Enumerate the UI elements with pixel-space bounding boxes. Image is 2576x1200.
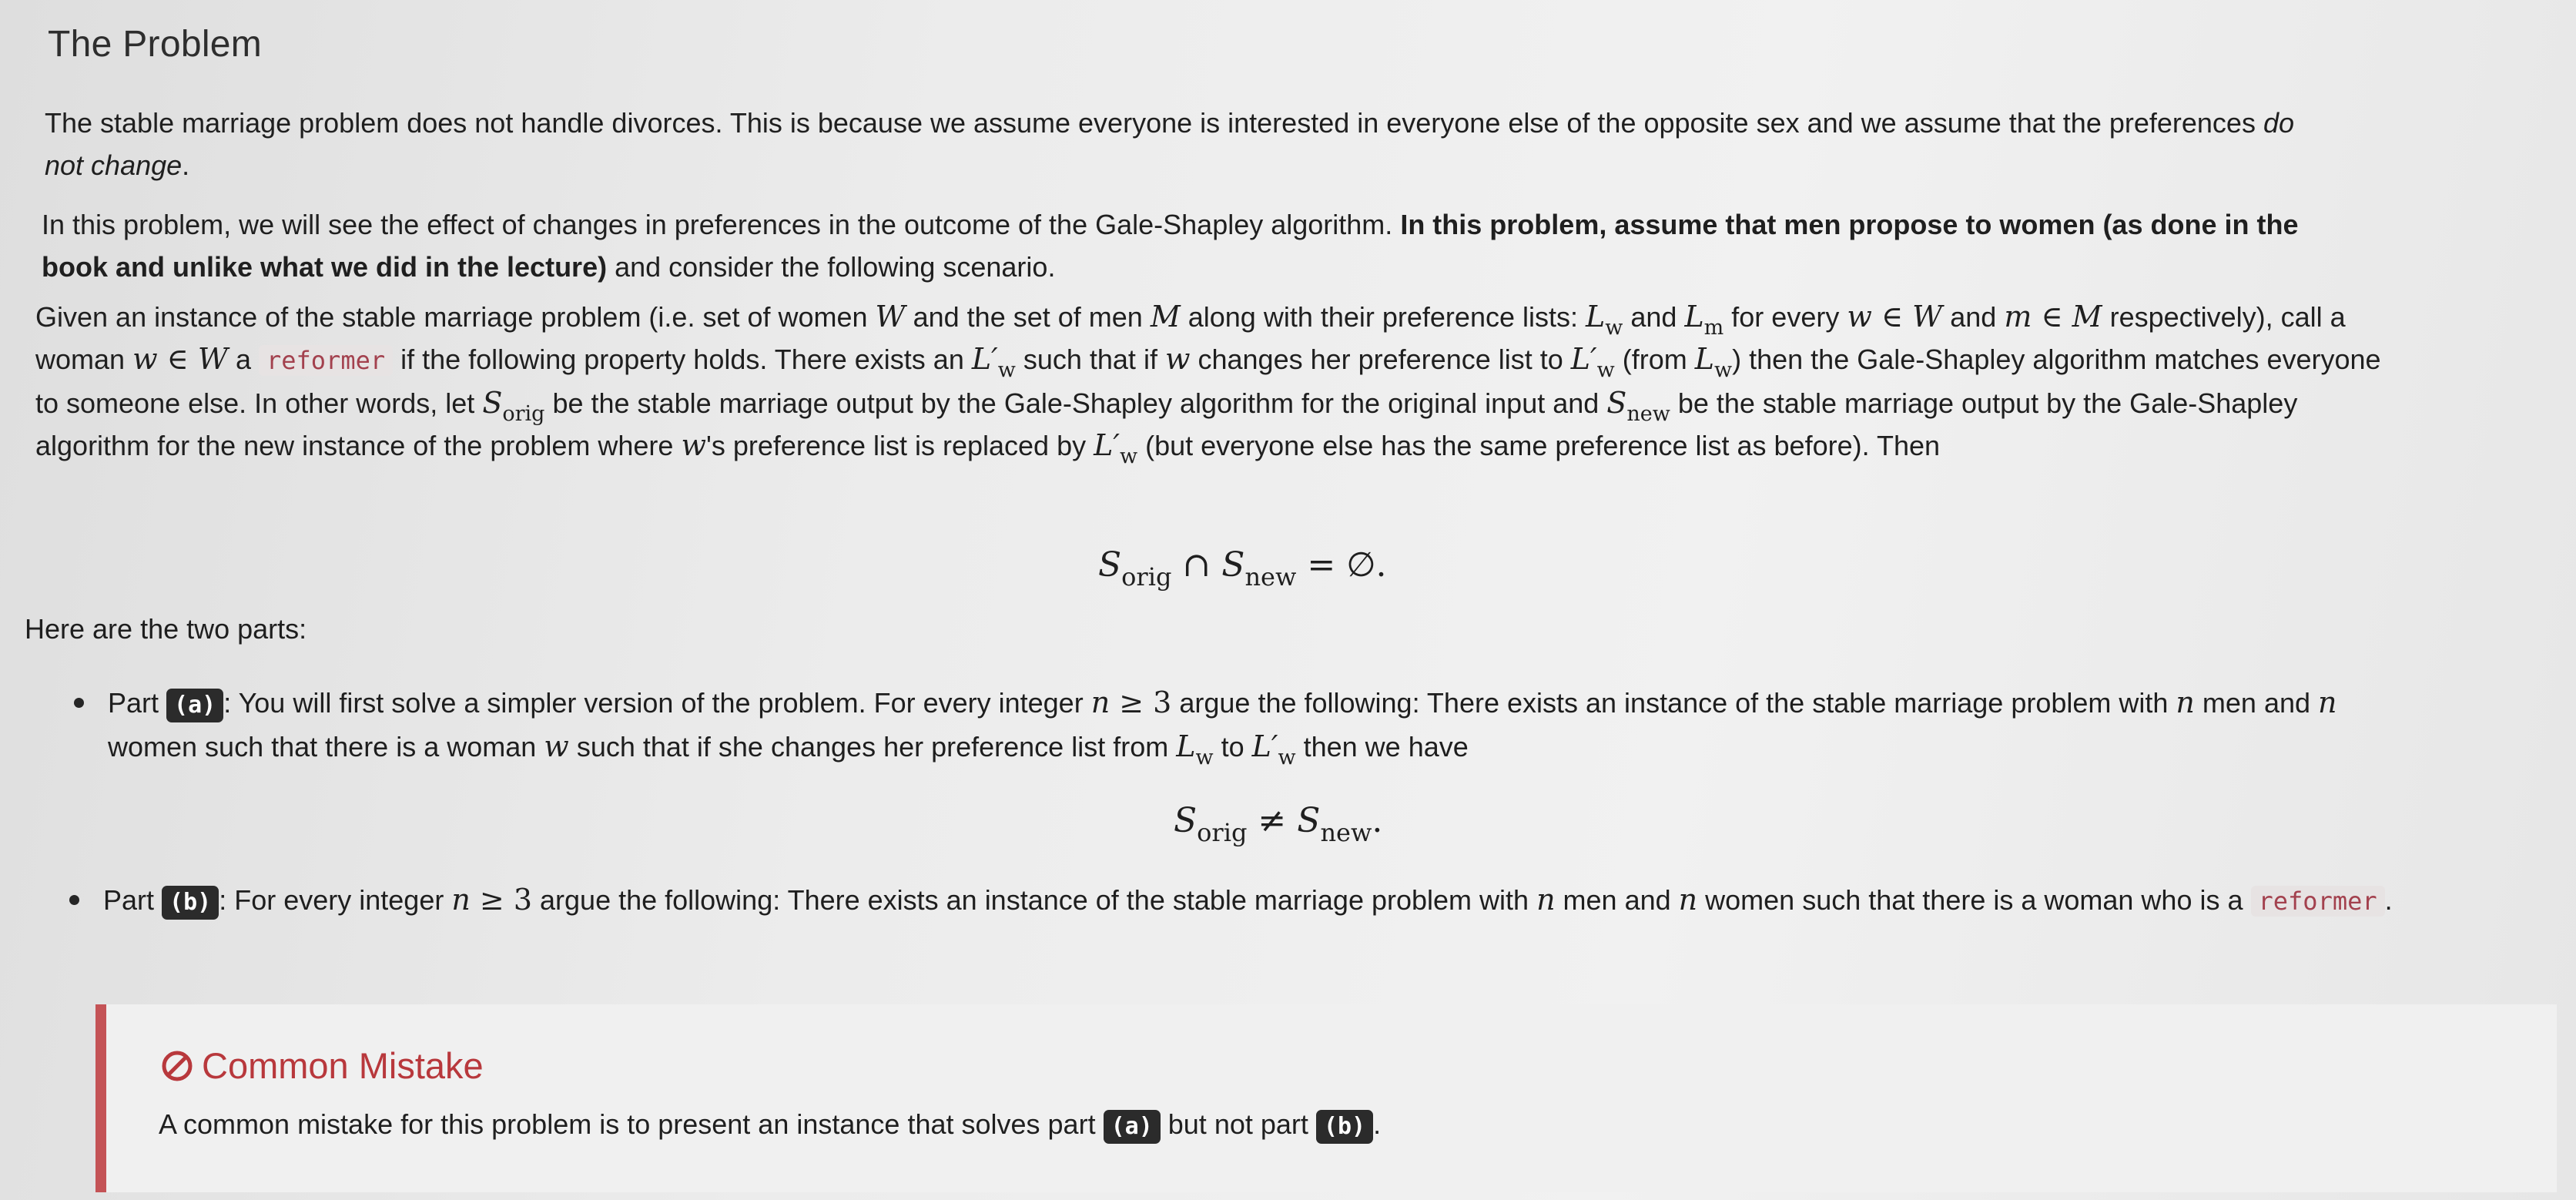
part-b-badge: (b) — [162, 886, 219, 920]
math-sub: new — [1244, 562, 1297, 592]
text-span: be the stable marriage output by the Gale-Shapley algorithm for the original input and — [544, 387, 1607, 419]
math-n: n — [451, 883, 471, 917]
math-Sorig — [482, 386, 545, 426]
math-sub: w — [1119, 444, 1138, 468]
math-L: L — [1586, 300, 1606, 334]
math-Lw — [1586, 300, 1623, 340]
math-M: M — [2072, 300, 2102, 334]
text-span: along with their preference lists: — [1180, 301, 1586, 333]
text-span: respectively), call a woman — [35, 301, 2346, 375]
math-Snew — [1606, 386, 1670, 426]
math-Lpw — [1094, 428, 1138, 468]
text-span: Part — [103, 884, 162, 916]
part-a-badge: (a) — [1104, 1110, 1161, 1144]
text-span: such that if she changes her preference list from — [568, 731, 1177, 763]
math-sub: orig — [1197, 818, 1248, 847]
math-ge: ≥ 3 — [470, 883, 533, 917]
text-span: The stable marriage problem does not handle divorces. This is because we assume everyone is interested in everyone else of the opposite sex and we assume that the preferences — [45, 107, 2263, 139]
bullet-dot — [69, 895, 79, 905]
math-S: S — [1098, 545, 1122, 585]
math-n: n — [2176, 685, 2195, 719]
text-span: changes her preference list to — [1190, 344, 1571, 375]
math-in: ∈ — [157, 342, 198, 376]
math-n: n — [1678, 883, 1698, 917]
text-span: and — [1623, 301, 1685, 333]
text-span: In this problem, we will see the effect of changes in preferences in the outcome of the Gale-Shapley algorithm. — [42, 209, 1401, 240]
math-in: ∈ — [1871, 300, 1913, 334]
math-sub: new — [1626, 402, 1670, 426]
math-Lpw — [1251, 729, 1296, 769]
math-m: m — [2004, 300, 2032, 334]
math-S: S — [1606, 386, 1627, 420]
math-Lw — [1694, 342, 1733, 382]
callout-title — [160, 1044, 484, 1087]
parts-intro: Here are the two parts: — [25, 613, 307, 645]
text-span: a — [227, 344, 259, 375]
text-span: such that if — [1015, 344, 1165, 375]
definition-paragraph — [35, 296, 2392, 467]
math-w: w — [1847, 300, 1872, 334]
text-span: Given an instance of the stable marriage problem (i.e. set of women — [35, 301, 876, 333]
scenario-paragraph — [42, 203, 2352, 288]
page-title: The Problem — [48, 24, 263, 65]
math-ne: ≠ — [1247, 801, 1298, 840]
math-in: ∈ — [2032, 300, 2072, 334]
part-a-badge: (a) — [166, 689, 223, 722]
text-span: (but everyone else has the same preference list as before). Then — [1137, 430, 1941, 461]
math-w: w — [544, 729, 569, 763]
text-span: and consider the following scenario. — [607, 251, 1056, 283]
text-span: 's preference list is replaced by — [705, 430, 1094, 461]
math-L: L — [1694, 342, 1714, 376]
text-span: but not part — [1160, 1108, 1316, 1140]
math-Lw — [1176, 729, 1214, 769]
math-sub: w — [997, 358, 1016, 382]
code-reformer: reformer — [259, 345, 393, 376]
math-Lprime: L′ — [1570, 342, 1597, 376]
callout-body — [159, 1103, 1381, 1146]
math-sub: w — [1195, 746, 1214, 769]
math-n: n — [1536, 883, 1556, 917]
text-span: men and — [1555, 884, 1679, 916]
text-span: argue the following: There exists an instance of the stable marriage problem with — [532, 884, 1537, 916]
text-span: ) then the Gale-Shapley algorithm matches everyone to someone else. In other words, let — [35, 344, 2381, 419]
math-sub: orig — [1121, 562, 1172, 592]
math-Lprime: L′ — [1251, 729, 1278, 763]
intro-paragraph — [45, 102, 2332, 186]
math-sub: w — [1714, 358, 1733, 382]
text-span: men and — [2194, 687, 2319, 719]
text-span: to — [1213, 731, 1252, 763]
math-W: W — [1912, 300, 1943, 334]
text-span: A common mistake for this problem is to present an instance that solves part — [159, 1108, 1104, 1140]
text-span: then we have — [1295, 731, 1469, 763]
math-W: W — [197, 342, 228, 376]
math-Lm — [1684, 300, 1724, 340]
math-S: S — [1297, 801, 1321, 840]
text-span: argue the following: There exists an instance of the stable marriage problem with — [1171, 687, 2176, 719]
text-span: if the following property holds. There exists an — [393, 344, 972, 375]
math-sub: m — [1703, 316, 1724, 340]
text-span: and the set of men — [905, 301, 1151, 333]
bold-instruction: In this problem, assume that men propose to women (as done in the book and unlike what we did in the lecture) — [42, 209, 2299, 283]
math-S: S — [482, 386, 503, 420]
text-span: . — [182, 149, 190, 181]
common-mistake-callout — [95, 1004, 2557, 1192]
code-reformer: reformer — [2251, 886, 2385, 917]
text-span: (from — [1614, 344, 1695, 375]
text-span: : You will first solve a simpler version of the problem. For every integer — [223, 687, 1091, 719]
math-sub: orig — [502, 402, 545, 426]
math-Lpw — [971, 342, 1016, 382]
math-L: L — [1684, 300, 1704, 334]
part-a-item — [108, 681, 2418, 769]
math-w: w — [681, 428, 706, 462]
math-sub: w — [1278, 746, 1296, 769]
text-span: : For every integer — [219, 884, 452, 916]
equation-intersection-empty — [1098, 545, 1387, 592]
math-sub: w — [1605, 316, 1623, 340]
math-M: M — [1150, 300, 1181, 334]
math-S: S — [1221, 545, 1245, 585]
math-Lpw — [1570, 342, 1615, 382]
math-w: w — [1164, 342, 1191, 376]
equation-not-equal — [1174, 801, 1383, 847]
callout-title-text: Common Mistake — [202, 1045, 484, 1086]
math-S: S — [1174, 801, 1198, 840]
text-span: . — [1373, 1108, 1382, 1140]
math-n: n — [2318, 685, 2337, 719]
text-span: . — [2384, 884, 2393, 916]
text-span: women such that there is a woman who is a — [1697, 884, 2251, 916]
bullet-dot — [74, 698, 84, 708]
part-b-item — [103, 878, 2444, 923]
prohibited-icon — [160, 1049, 194, 1083]
math-L: L — [1176, 729, 1196, 763]
math-rest: . — [1372, 801, 1383, 840]
text-span: and — [1942, 301, 2005, 333]
math-sub: new — [1320, 818, 1372, 847]
math-Lprime: L′ — [971, 342, 998, 376]
text-span: be the stable marriage output by the Gale-Shapley algorithm for the new instance of the problem where — [35, 387, 2298, 461]
math-sub: w — [1596, 358, 1615, 382]
math-rest: = ∅. — [1296, 545, 1387, 585]
math-ge: ≥ 3 — [1110, 685, 1172, 719]
math-Lprime: L′ — [1094, 428, 1120, 462]
emphasis: do not change — [45, 107, 2294, 181]
math-n: n — [1090, 685, 1110, 719]
text-span: Part — [108, 687, 167, 719]
part-b-badge: (b) — [1316, 1110, 1373, 1144]
math-cap: ∩ — [1171, 545, 1222, 585]
text-span: women such that there is a woman — [108, 731, 544, 763]
math-w: w — [132, 342, 158, 376]
math-W: W — [875, 300, 906, 334]
text-span: for every — [1723, 301, 1847, 333]
